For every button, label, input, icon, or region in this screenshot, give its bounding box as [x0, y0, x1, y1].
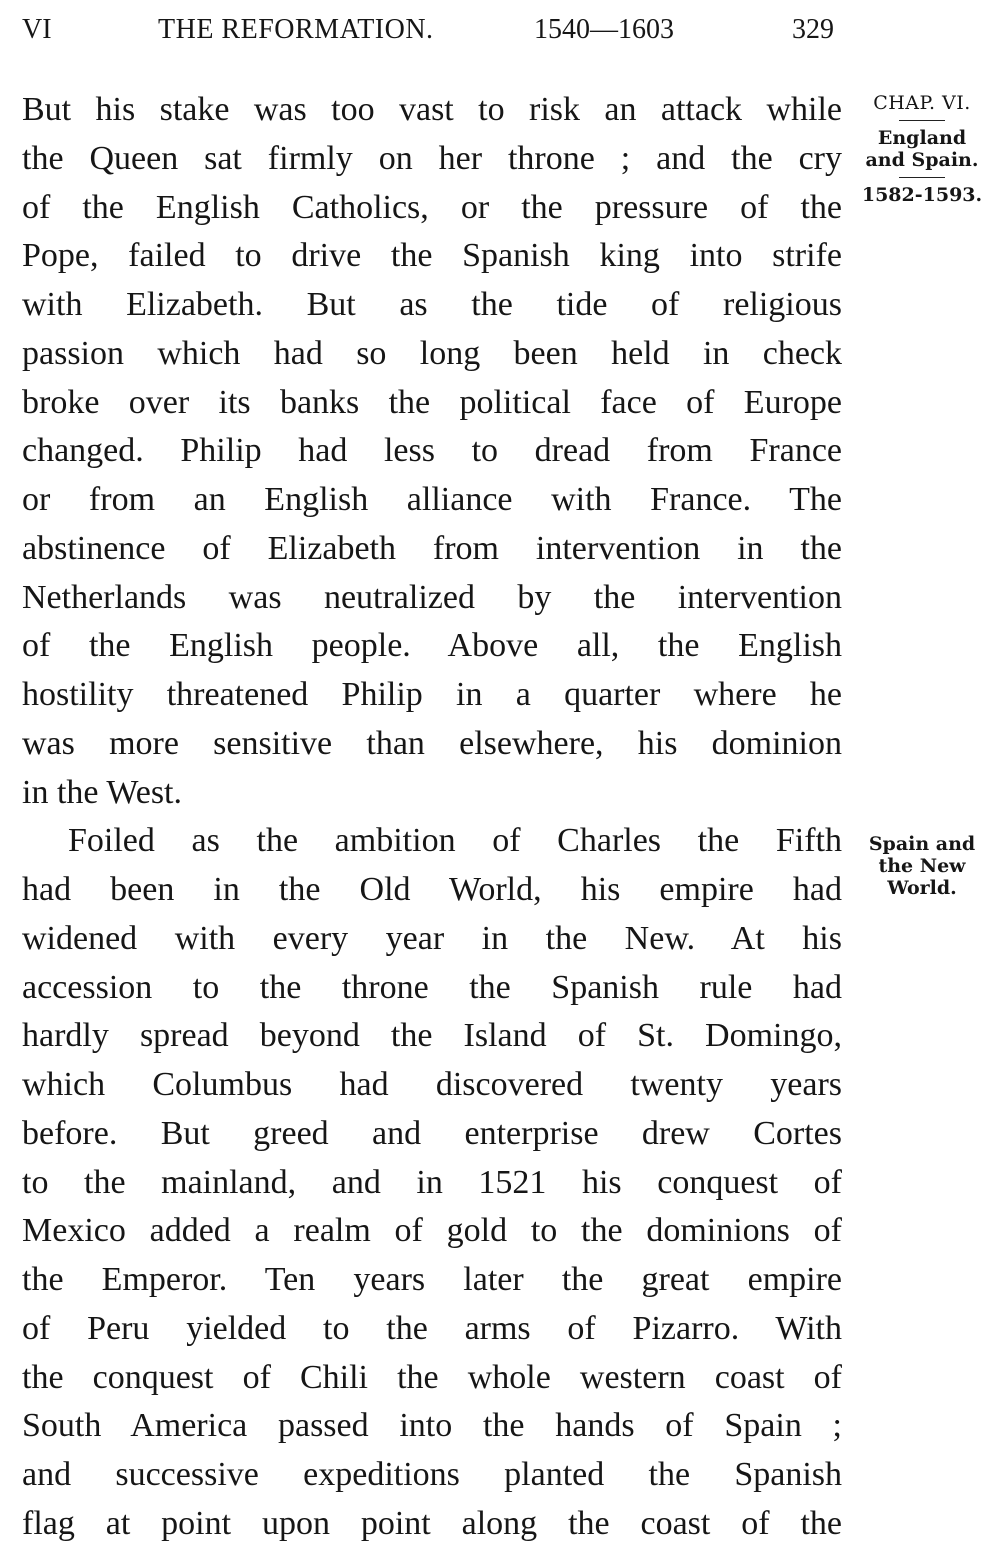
text-line: South America passed into the hands of Spain ;: [22, 1407, 842, 1445]
text-line: to the mainland, and in 1521 his conquest of: [22, 1163, 842, 1201]
marginal-topic-line: Spain and: [868, 833, 976, 855]
header-years: 1540—1603: [534, 14, 674, 45]
marginal-note-england-spain: [852, 92, 992, 206]
paragraph-1: [22, 86, 842, 817]
marginal-topic-line: the New: [878, 855, 966, 877]
header-chapter-number: VI: [22, 14, 52, 45]
text-line: and successive expeditions planted the Spanish: [22, 1456, 842, 1493]
text-line: of the English people. Above all, the English: [22, 627, 842, 665]
text-line: changed. Philip had less to dread from France: [22, 432, 842, 470]
text-line: hardly spread beyond the Island of St. Domingo,: [22, 1017, 842, 1055]
text-line: or from an English alliance with France. The: [22, 481, 842, 518]
text-line: Mexico added a realm of gold to the dominions of: [22, 1212, 842, 1250]
paragraph-2: [22, 817, 842, 1548]
text-line: Foiled as the ambition of Charles the Fifth: [68, 822, 842, 860]
marginal-topic-line: England: [877, 127, 967, 149]
text-line: passion which had so long been held in check: [22, 334, 842, 372]
text-line: Netherlands was neutralized by the intervention: [22, 578, 842, 616]
marginal-chapter-ref: CHAP. VI.: [873, 92, 971, 114]
text-line: Pope, failed to drive the Spanish king into strife: [22, 237, 842, 275]
text-line: flag at point upon point along the coast of the: [22, 1504, 842, 1542]
marginal-date-range: 1582-1593.: [861, 184, 983, 206]
marginal-topic-line: and Spain.: [865, 149, 979, 171]
header-title: THE REFORMATION.: [158, 14, 434, 45]
text-line: of Peru yielded to the arms of Pizarro. With: [22, 1309, 842, 1347]
text-line: with Elizabeth. But as the tide of religious: [22, 286, 842, 323]
text-line: abstinence of Elizabeth from intervention in the: [22, 529, 842, 567]
marginal-divider: [899, 120, 945, 121]
text-line: accession to the throne the Spanish rule had: [22, 968, 842, 1006]
text-line: before. But greed and enterprise drew Cortes: [22, 1114, 842, 1152]
marginal-topic-line: World.: [887, 877, 957, 899]
text-line: had been in the Old World, his empire had: [22, 871, 842, 908]
text-line: was more sensitive than elsewhere, his dominion: [22, 724, 842, 762]
marginal-note-spain-new-world: [852, 833, 992, 899]
text-line: the conquest of Chili the whole western coast of: [22, 1358, 842, 1396]
text-line: the Queen sat firmly on her throne ; and the cry: [22, 139, 842, 177]
text-line: of the English Catholics, or the pressure of the: [22, 188, 842, 226]
text-line: widened with every year in the New. At his: [22, 919, 842, 957]
text-line: the Emperor. Ten years later the great empire: [22, 1261, 842, 1298]
body-text: [22, 86, 842, 1549]
text-line: in the West.: [22, 773, 183, 811]
marginal-divider: [899, 177, 945, 178]
running-header: [22, 10, 842, 50]
text-line: broke over its banks the political face of Europe: [22, 383, 842, 421]
page-number: 329: [792, 14, 834, 45]
text-line: But his stake was too vast to risk an attack while: [22, 91, 842, 128]
text-line: which Columbus had discovered twenty years: [22, 1066, 842, 1103]
text-line: hostility threatened Philip in a quarter where he: [22, 676, 842, 713]
